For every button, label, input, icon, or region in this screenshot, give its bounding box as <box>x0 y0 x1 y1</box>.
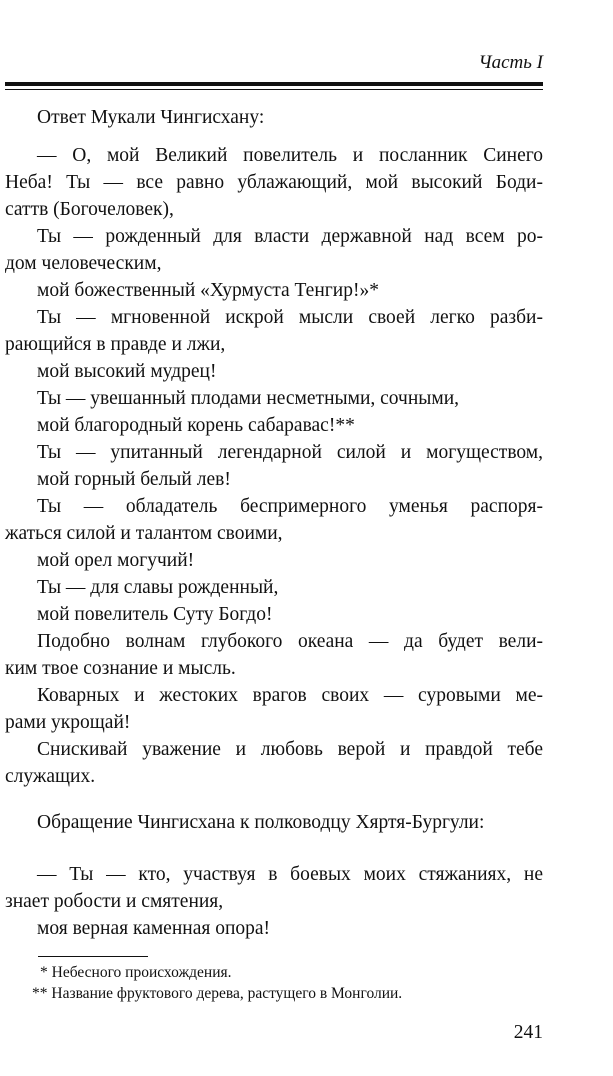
text-line: мой орел могучий! <box>37 550 195 571</box>
text-line: Коварных и жестоких врагов своих — суровыми ме- <box>37 685 543 706</box>
text-line: Ты — упитанный легендарной силой и могуществом, <box>37 442 543 463</box>
text-line: саттв (Богочеловек), <box>5 199 174 220</box>
text-line: мой высокий мудрец! <box>37 361 217 382</box>
text-line: мой горный белый лев! <box>37 469 231 490</box>
text-line: — О, мой Великий повелитель и посланник Синего <box>37 145 543 166</box>
section-heading: Обращение Чингисхана к полководцу Хяртя-Бургули: <box>37 812 485 833</box>
footnote-rule <box>38 956 148 957</box>
text-line: мой божественный «Хурмуста Тенгир!»* <box>37 280 379 301</box>
section-heading: Ответ Мукали Чингисхану: <box>37 107 265 128</box>
text-line: знает робости и смятения, <box>5 891 224 912</box>
text-line: жаться силой и талантом своими, <box>5 523 283 544</box>
text-line: — Ты — кто, участвуя в боевых моих стяжаниях, не <box>37 864 543 885</box>
text-line: Ты — увешанный плодами несметными, сочными, <box>37 388 460 409</box>
text-line: мой благородный корень сабаравас!** <box>37 415 355 436</box>
header-rule-thick <box>5 82 543 86</box>
text-line: Ты — рожденный для власти державной над всем ро- <box>37 226 543 247</box>
footnote: ** Название фруктового дерева, растущего в Монголии. <box>32 985 403 1002</box>
text-line: ким твое сознание и мысль. <box>5 658 236 679</box>
running-head: Часть I <box>478 52 543 73</box>
text-line: мой повелитель Суту Богдо! <box>37 604 273 625</box>
text-line: Неба! Ты — все равно ублажающий, мой высокий Боди- <box>5 172 543 193</box>
text-line: Ты — обладатель беспримерного уменья распоря- <box>37 496 543 517</box>
text-line: рающийся в правде и лжи, <box>5 334 226 355</box>
text-line: служащих. <box>5 766 96 787</box>
header-rule-thin <box>5 89 543 90</box>
text-line: моя верная каменная опора! <box>37 918 271 939</box>
footnote: * Небесного происхождения. <box>40 964 232 981</box>
page-number: 241 <box>513 1022 543 1043</box>
text-line: Ты — для славы рожденный, <box>37 577 279 598</box>
text-line: дом человеческим, <box>5 253 162 274</box>
text-line: Снискивай уважение и любовь верой и правдой тебе <box>37 739 543 760</box>
text-line: Подобно волнам глубокого океана — да будет вели- <box>37 631 543 652</box>
text-line: рами укрощай! <box>5 712 131 733</box>
text-line: Ты — мгновенной искрой мысли своей легко разби- <box>37 307 543 328</box>
